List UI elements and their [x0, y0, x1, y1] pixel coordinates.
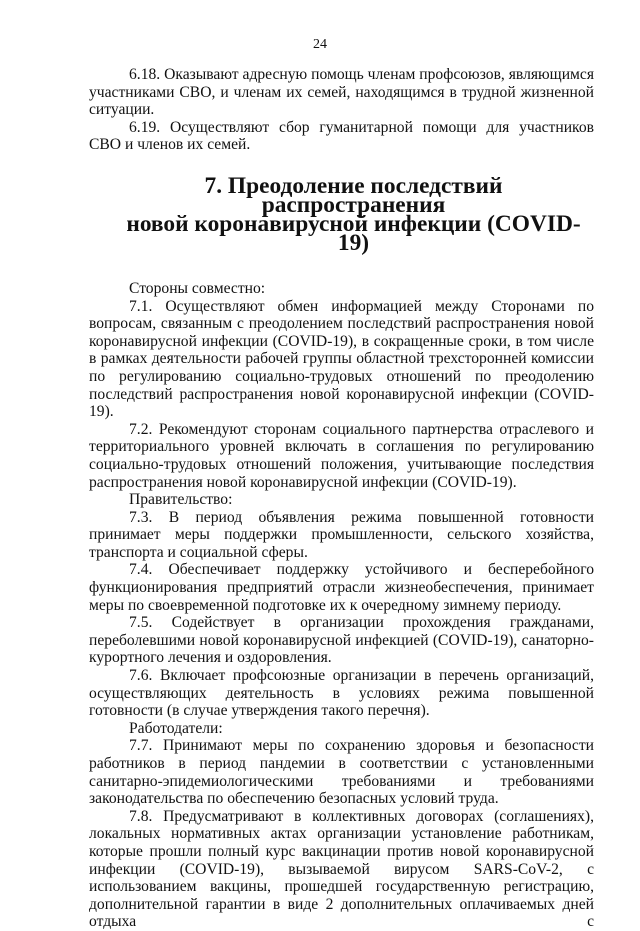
- paragraph-7-5: 7.5. Содействует в организации прохождения гражданами, переболевшими новой коронавирусной инфекцией (COVID-19), санаторно-курортного лечения и оздоровления.: [89, 614, 594, 667]
- paragraph-7-1: 7.1. Осуществляют обмен информацией между Сторонами по вопросам, связанным с преодолением последствий распространения новой коронавирусной инфекции (COVID-19), в сокращенные сроки, в том числе в рамках деятельности рабочей группы областной трехсторонней комиссии по регулированию социально-трудовых отношений по преодолению последствий распространения новой коронавирусной инфекции (COVID-19).: [89, 297, 594, 421]
- document-body: [89, 66, 594, 931]
- paragraph-7-6: 7.6. Включает профсоюзные организации в перечень организаций, осуществляющих деятельность в условиях режима повышенной готовности (в случае утверждения такого перечня).: [89, 667, 594, 720]
- paragraph-7-4: 7.4. Обеспечивает поддержку устойчивого и бесперебойного функционирования предприятий отрасли жизнеобеспечения, принимает меры по своевременной подготовке их к очередному зимнему периоду.: [89, 561, 594, 614]
- parties-jointly-label: Стороны совместно:: [129, 279, 266, 297]
- section-heading: [89, 172, 594, 256]
- paragraph-7-7: 7.7. Принимают меры по сохранению здоровья и безопасности работников в период пандемии в соответствии с установленными санитарно-эпидемиологическими требованиями и требованиями законодательства по обеспечению безопасных условий труда.: [89, 737, 594, 808]
- paragraph-6-19: 6.19. Осуществляют сбор гуманитарной помощи для участников СВО и членов их семей.: [89, 118, 594, 154]
- spacer: [89, 253, 594, 280]
- paragraph-6-18: 6.18. Оказывают адресную помощь членам профсоюзов, являющимся участниками СВО, и членам их семей, находящимся в трудной жизненной ситуации.: [89, 66, 594, 119]
- paragraph-7-3: 7.3. В период объявления режима повышенной готовности принимает меры поддержки промышленности, сельского хозяйства, транспорта и социальной сферы.: [89, 508, 594, 561]
- paragraph-7-8: 7.8. Предусматривают в коллективных договорах (соглашениях), локальных нормативных актах организации установление работникам, которые прошли полный курс вакцинации против новой коронавирусной инфекции (COVID-19), вызываемой вирусом SARS-CoV-2, с использованием вакцины, прошедшей государственную регистрацию, дополнительной гарантии в виде 2 дополнительных оплачиваемых дней отдыха с: [89, 807, 594, 931]
- employers-label: Работодатели:: [129, 719, 223, 737]
- page-number: 24: [313, 37, 327, 52]
- section-heading-line-1: 7. Преодоление последствий распространения: [204, 172, 503, 218]
- section-heading-line-2: новой коронавирусной инфекции (COVID-19): [126, 210, 581, 256]
- paragraph-7-2: 7.2. Рекомендуют сторонам социального партнерства отраслевого и территориального уровней включать в соглашения по регулированию социально-трудовых отношений положения, учитывающие последствия распространения новой коронавирусной инфекции (COVID-19).: [89, 420, 594, 491]
- government-label: Правительство:: [129, 491, 233, 509]
